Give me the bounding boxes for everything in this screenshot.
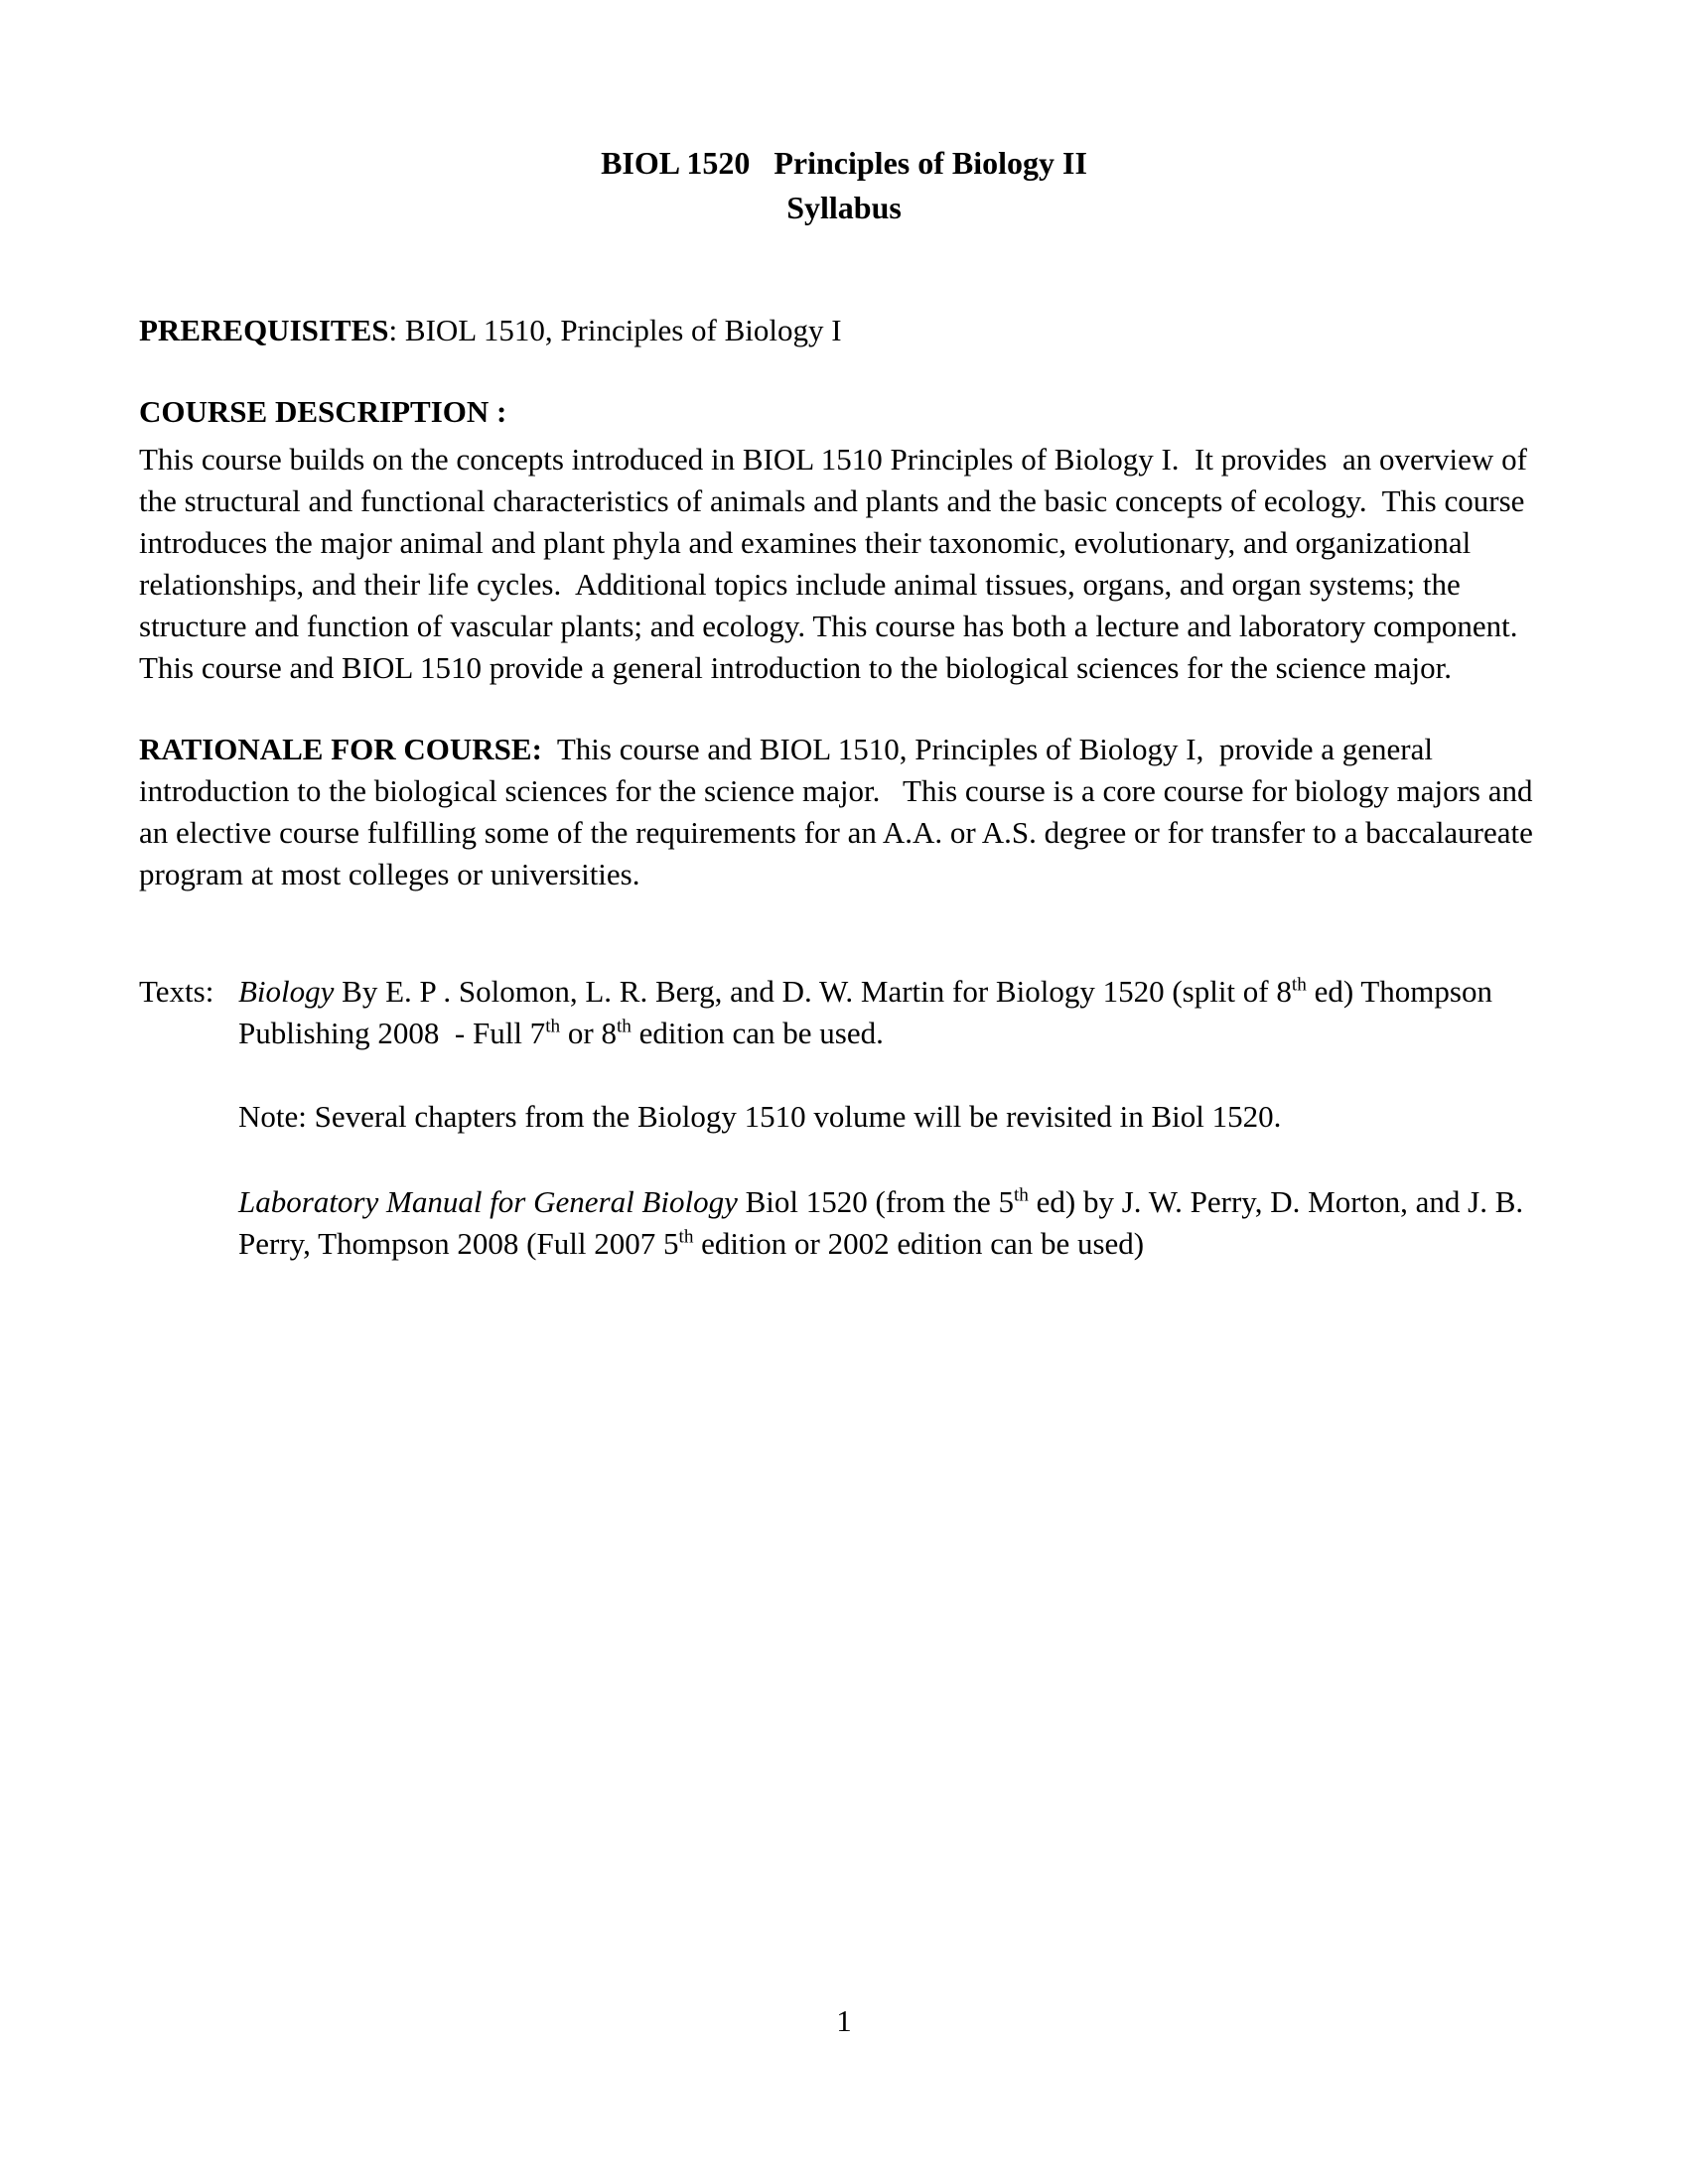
textbook-entry-lab-manual: Laboratory Manual for General Biology Biol 1520 (from the 5th ed) by J. W. Perry, D. Morton, and J. B. Perry, Thompson 2008 (Full 2007 5th edition or 2002 edition can be used): [238, 1184, 1531, 1261]
rationale-body: This course and BIOL 1510, Principles of Biology I, provide a general introduction to the biological sciences for the science major. This course is a core course for biology majors and an elective course fulfilling some of the requirements for an A.A. or A.S. degree or for transfer to a baccalaureate program at most colleges or universities.: [139, 732, 1541, 891]
texts-section: [139, 971, 1539, 1265]
course-description-section: [139, 391, 1534, 689]
document-title: BIOL 1520 Principles of Biology II: [601, 145, 1087, 181]
textbook-entry-biology: Biology By E. P . Solomon, L. R. Berg, and D. W. Martin for Biology 1520 (split of 8th ed) Thompson Publishing 2008 - Full 7th or 8th edition can be used.: [238, 974, 1500, 1050]
texts-label: Texts:: [139, 974, 214, 1009]
rationale-heading: RATIONALE FOR COURSE:: [139, 732, 542, 766]
texts-note: Note: Several chapters from the Biology 1510 volume will be revisited in Biol 1520.: [238, 1099, 1282, 1134]
prerequisites-line: [139, 310, 1534, 351]
document-subtitle: Syllabus: [786, 190, 902, 225]
course-description-heading: COURSE DESCRIPTION :: [139, 394, 507, 429]
prerequisites-label: PREREQUISITES: [139, 313, 389, 347]
page-number: 1: [836, 2003, 852, 2038]
prerequisites-value: : BIOL 1510, Principles of Biology I: [388, 313, 842, 347]
document-title-block: [0, 141, 1688, 230]
rationale-section: [139, 729, 1541, 895]
texts-content: [238, 971, 1534, 1265]
course-description-body: This course builds on the concepts introduced in BIOL 1510 Principles of Biology I. It provides an overview of the structural and functional characteristics of animals and plants and the basic concepts of ecology. This course introduces the major animal and plant phyla and examines their taxonomic, evolutionary, and organizational relationships, and their life cycles. Additional topics include animal tissues, organs, and organ systems; the structure and function of vascular plants; and ecology. This course has both a lecture and laboratory component. This course and BIOL 1510 provide a general introduction to the biological sciences for the science major.: [139, 442, 1535, 685]
